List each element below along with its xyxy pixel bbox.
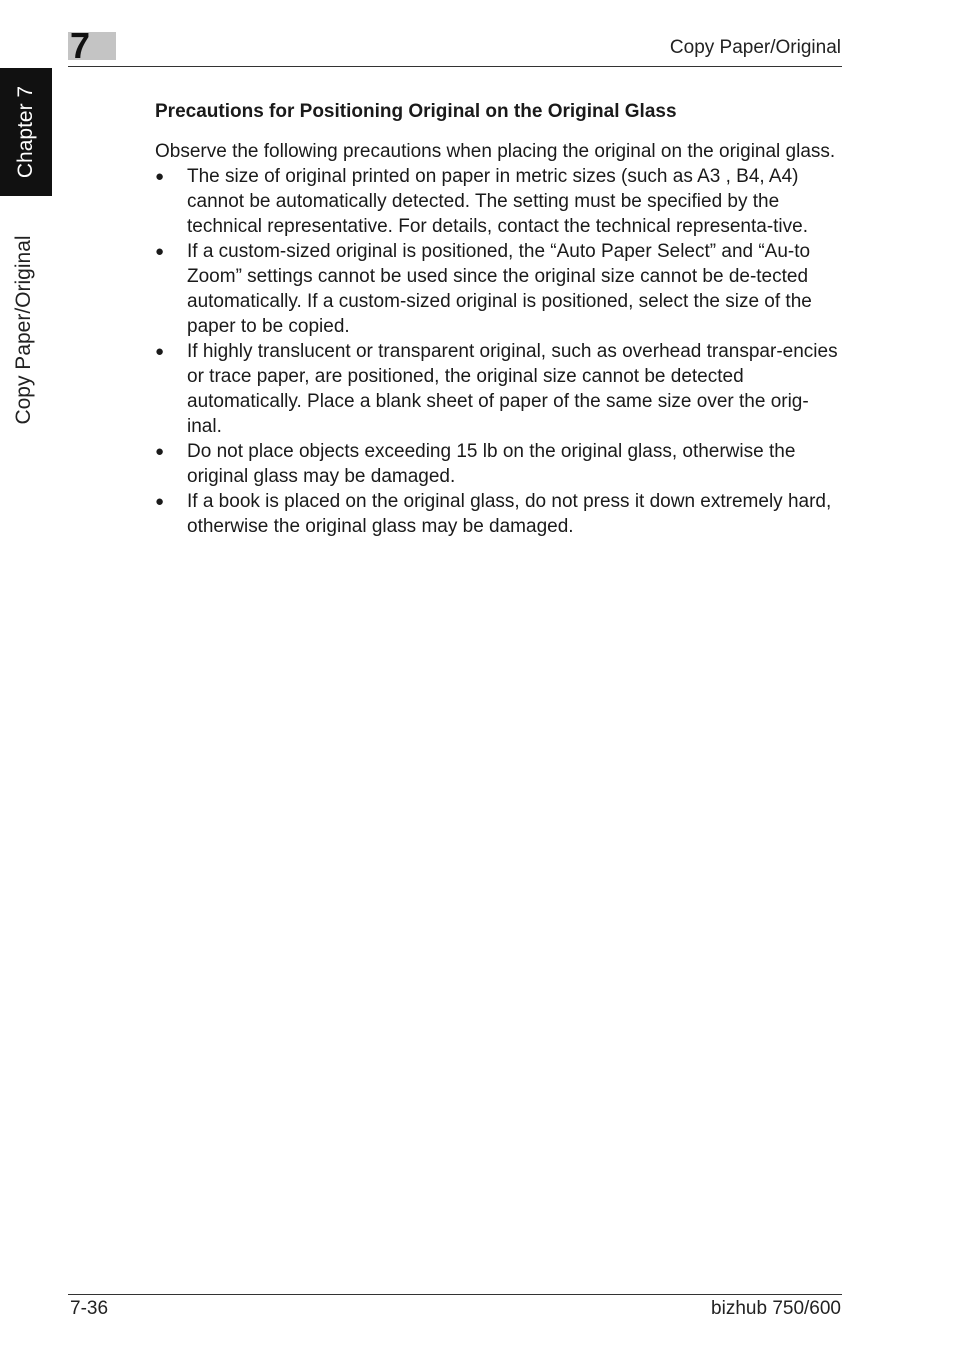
chapter-number: 7 [70, 25, 91, 66]
bullet-icon: ● [155, 243, 165, 260]
section-side-tab-label: Copy Paper/Original [12, 235, 35, 425]
bullet-icon: ● [155, 168, 165, 185]
list-item-text: The size of original printed on paper in metric sizes (such as A3 , B4, A4) cannot be automatically detected. The setting must be specified by the technical representative. For details, contact the technical representa-tive. [187, 166, 808, 237]
list-item-text: If a custom-sized original is positioned, the “Auto Paper Select” and “Au-to Zoom” settings cannot be used since the original size cannot be de-tected automatically. If a custom-sized original is positioned, select the size of the paper to be copied. [187, 241, 812, 337]
bullet-icon: ● [155, 443, 165, 460]
chapter-side-tab-label: Chapter 7 [14, 85, 37, 179]
running-header-title: Copy Paper/Original [669, 37, 841, 58]
bullet-icon: ● [155, 343, 165, 360]
page-number: 7-36 [70, 1298, 109, 1319]
list-item-text: Do not place objects exceeding 15 lb on the original glass, otherwise the original glass may be damaged. [187, 441, 796, 487]
intro-paragraph: Observe the following precautions when placing the original on the original glass. [155, 141, 836, 162]
precautions-list [155, 164, 843, 539]
list-item [155, 489, 843, 539]
header-divider [68, 66, 842, 67]
list-item [155, 239, 843, 339]
list-item [155, 164, 843, 239]
product-name: bizhub 750/600 [711, 1298, 841, 1319]
bullet-icon: ● [155, 493, 165, 510]
main-content [155, 100, 843, 539]
footer-divider [68, 1294, 842, 1295]
list-item [155, 339, 843, 439]
list-item-text: If a book is placed on the original glass, do not press it down extremely hard, otherwise the original glass may be damaged. [187, 491, 832, 537]
list-item-text: If highly translucent or transparent original, such as overhead transpar-encies or trace paper, are positioned, the original size cannot be detected automatically. Place a blank sheet of paper of the same size over the orig-inal. [187, 341, 838, 437]
section-heading: Precautions for Positioning Original on the Original Glass [155, 101, 677, 122]
list-item [155, 439, 843, 489]
